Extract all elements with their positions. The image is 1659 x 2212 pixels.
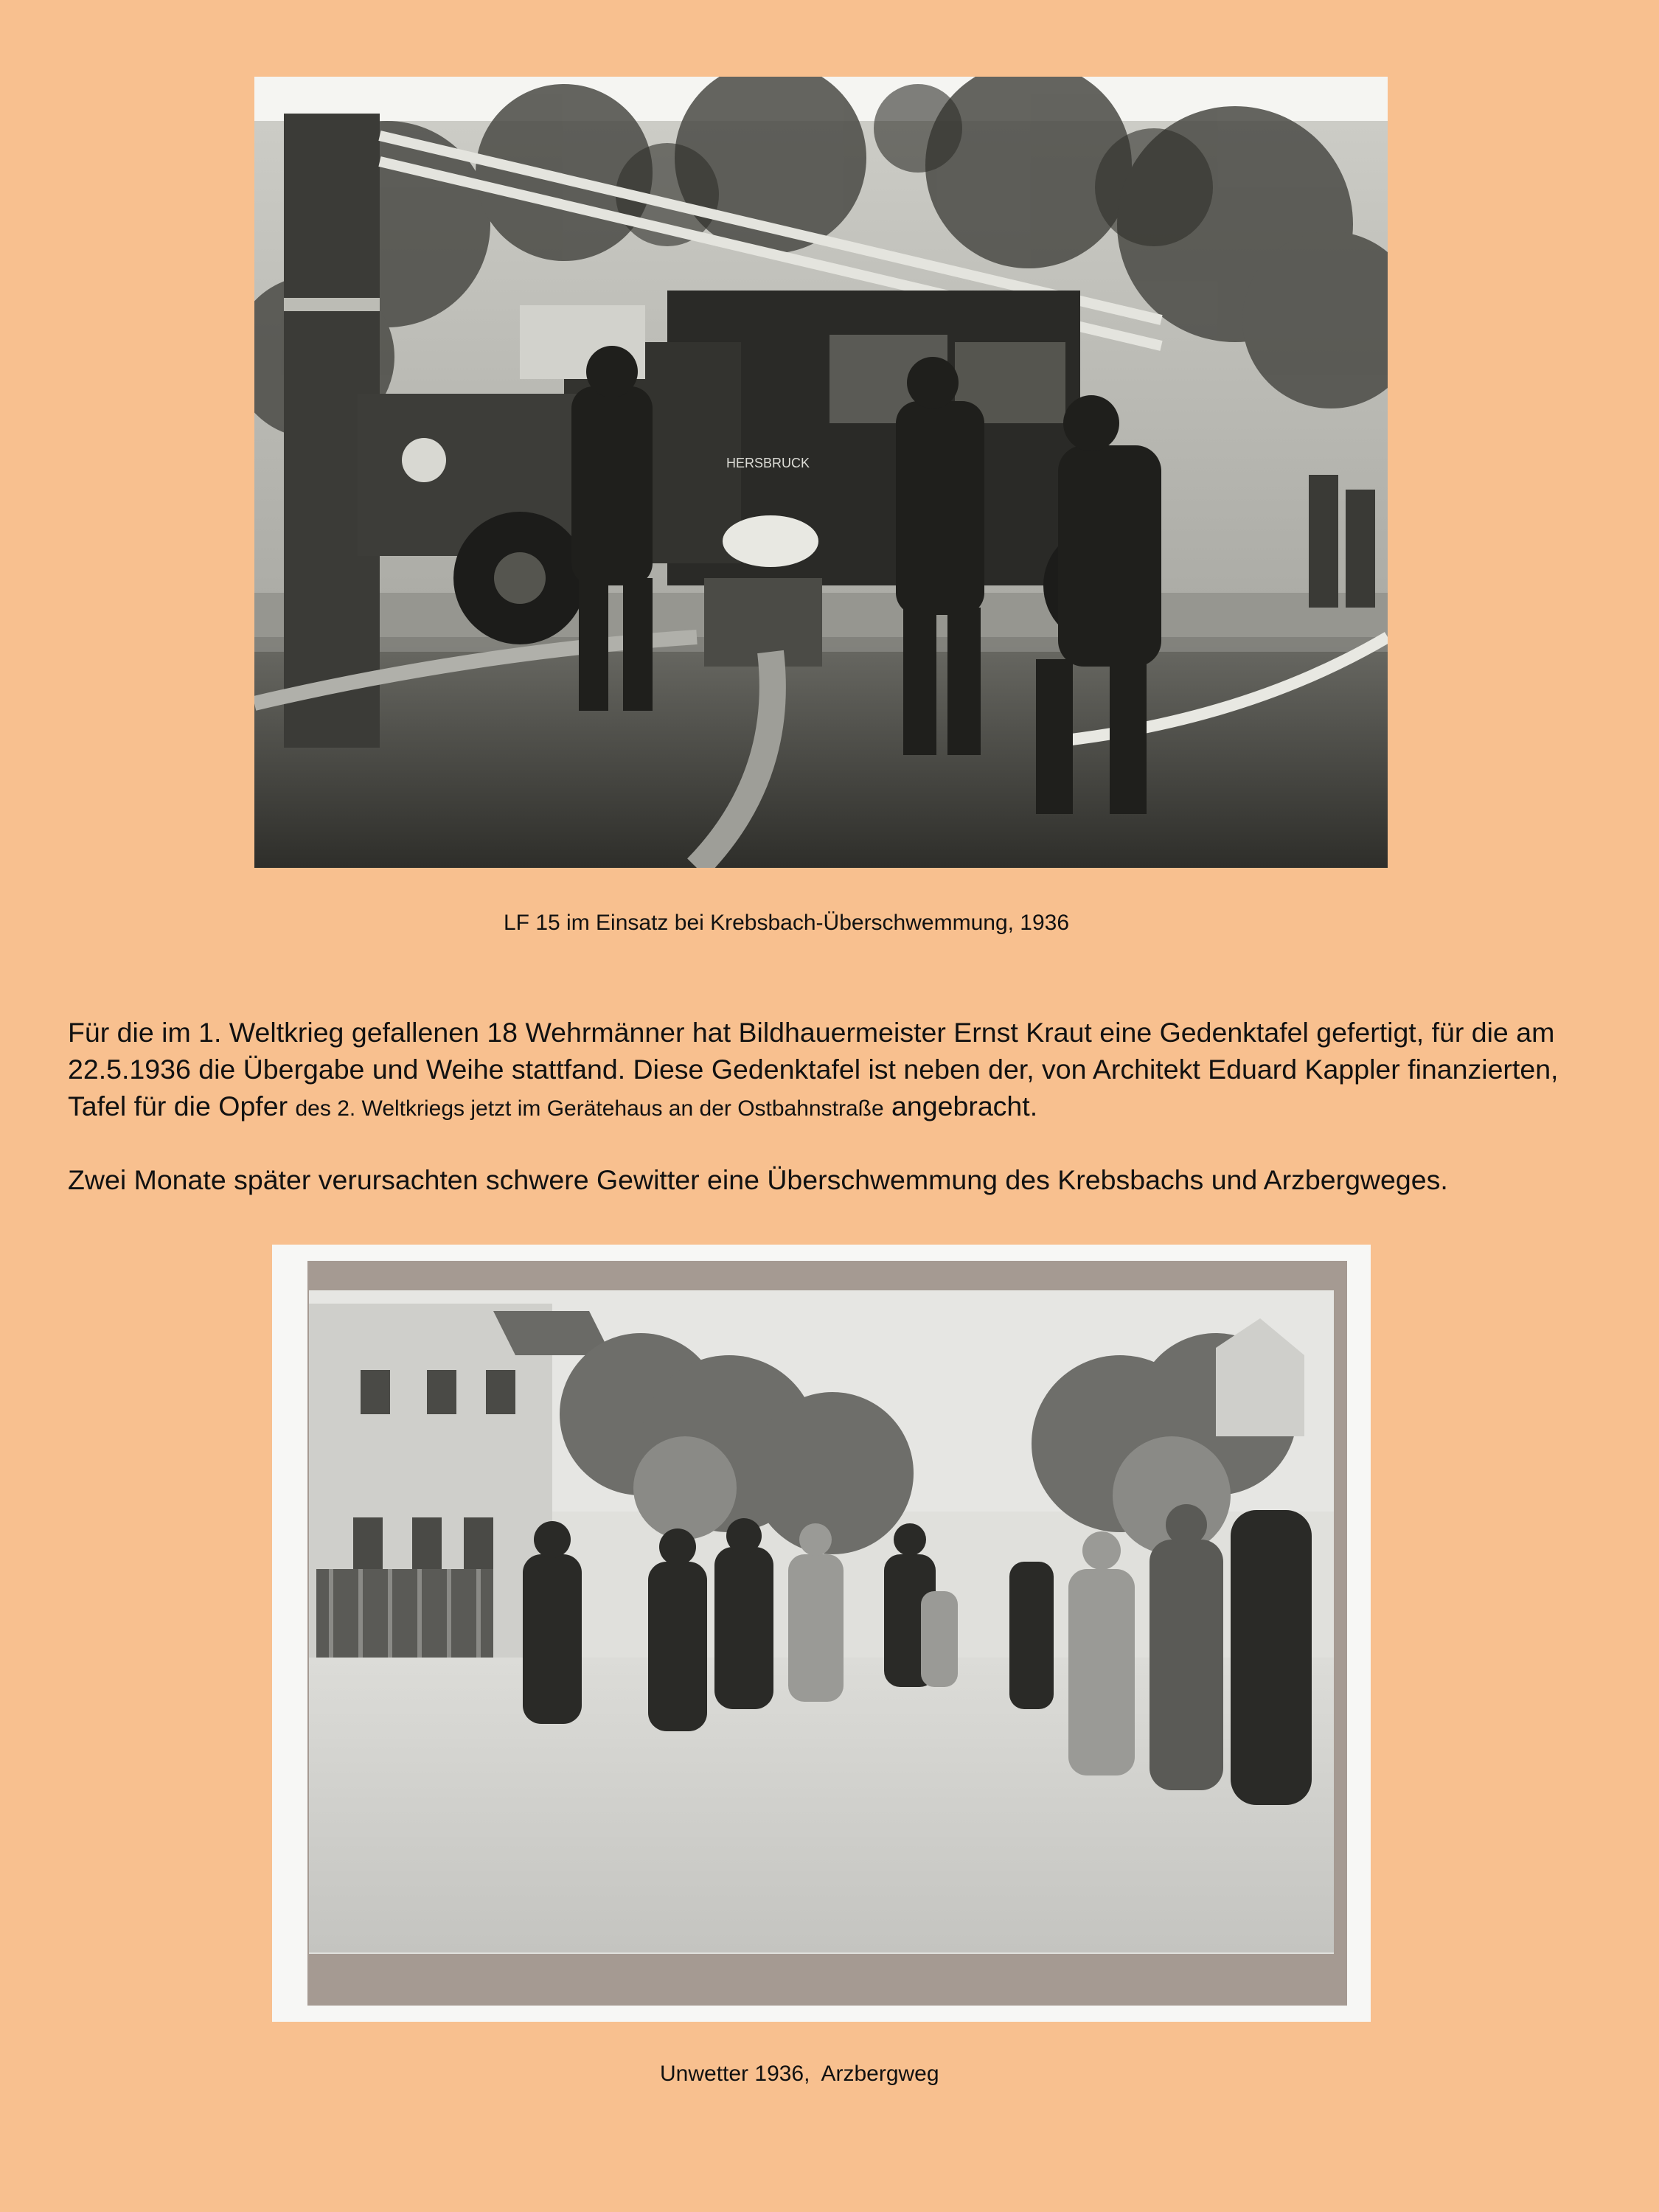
photo-caption-bottom: Unwetter 1936, Arzbergweg <box>660 2062 939 2086</box>
photo-caption-top: LF 15 im Einsatz bei Krebsbach-Überschwemmung, 1936 <box>504 911 1070 935</box>
fire-engine-photo-drawing <box>254 77 1388 868</box>
flooded-street-photo <box>272 1245 1371 2022</box>
fire-engine-photo <box>254 77 1388 868</box>
body-paragraph-flood: Zwei Monate später verursachten schwere Gewitter eine Überschwemmung des Krebsbachs und Arzbergweges. <box>68 1164 1448 1195</box>
paragraph-text-small: des 2. Weltkriegs jetzt im Gerätehaus an der Ostbahnstraße <box>295 1096 884 1121</box>
paragraph-text-part1: Für die im 1. Weltkrieg gefallenen 18 Wehrmänner hat Bildhauermeister Ernst Kraut eine Gedenktafel gefertigt, für die am 22.5.1936 die Übergabe und Weihe stattfand. Diese Gedenktafel ist neben der, von Architekt Eduard Kappler finanzierten, Tafel für die Opfer <box>68 1017 1559 1121</box>
flooded-street-photo-drawing <box>272 1245 1371 2022</box>
body-paragraph-memorial <box>68 1014 1601 1127</box>
vehicle-lettering: HERSBRUCK <box>726 456 810 470</box>
paragraph-text-part3: angebracht. <box>883 1091 1038 1121</box>
